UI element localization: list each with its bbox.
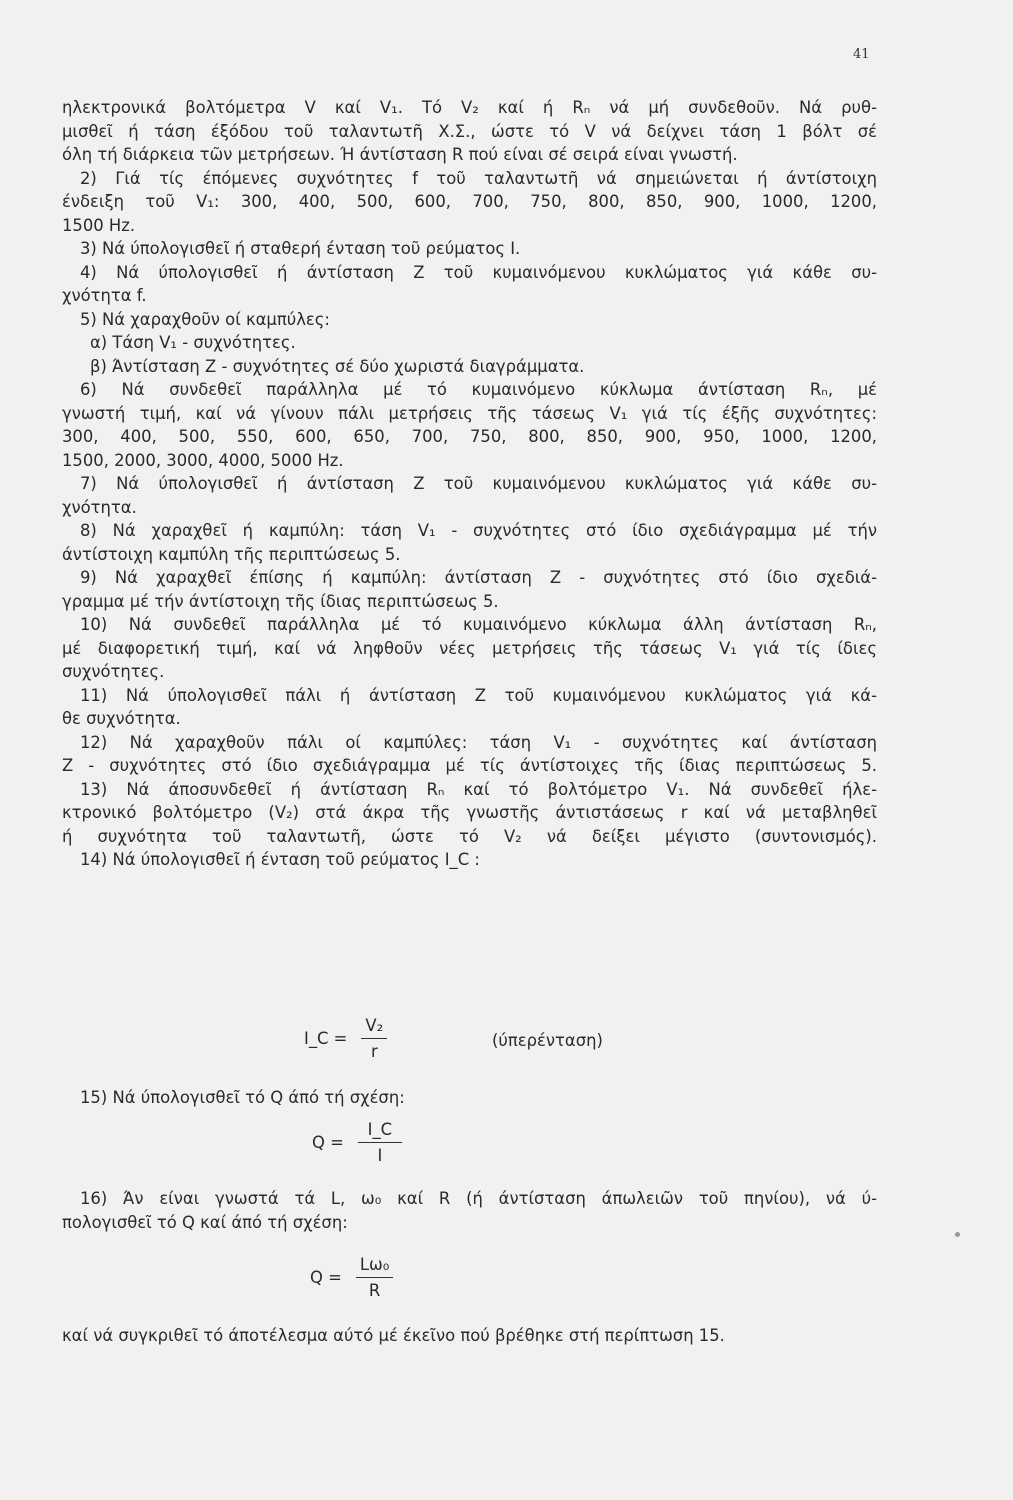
fraction-denominator: r xyxy=(370,1042,378,1061)
text-line: πολογισθεῖ τό Q καί άπό τή σχέση: xyxy=(62,1212,348,1232)
text-line: χνότητα. xyxy=(62,497,137,517)
text-line: άντίστοιχη καμπύλη τῆς περιπτώσεως 5. xyxy=(62,544,401,564)
text-line: γραμμα μέ τήν άντίστοιχη τῆς ίδιας περιπτώσεως 5. xyxy=(62,591,499,611)
scan-speck xyxy=(955,1232,960,1237)
text-line: ή συχνότητα τοῦ ταλαντωτῆ, ώστε τό V₂ νά δείξει μέγιστο (συντονισμός). xyxy=(62,826,877,846)
equation-ic xyxy=(304,1016,387,1061)
text-line: ένδειξη τοῦ V₁: 300, 400, 500, 600, 700, 750, 800, 850, 900, 1000, 1200, xyxy=(62,192,877,211)
text-line: 10) Νά συνδεθεῖ παράλληλα μέ τό κυμαινόμενο κύκλωμα άλλη άντίσταση Rₙ, xyxy=(80,615,877,634)
text-line: 3) Νά ύπολογισθεῖ ή σταθερή ένταση τοῦ ρεύματος I. xyxy=(80,239,521,258)
text-line: 6) Νά συνδεθεῖ παράλληλα μέ τό κυμαινόμενο κύκλωμα άντίσταση Rₙ, μέ xyxy=(80,380,877,399)
text-line: 16) Άν είναι γνωστά τά L, ω₀ καί R (ή άντίσταση άπωλειῶν τοῦ πηνίου), νά ύ- xyxy=(80,1189,877,1208)
text-line: 300, 400, 500, 550, 600, 650, 700, 750, 800, 850, 900, 950, 1000, 1200, xyxy=(62,427,877,446)
text-line: κτρονικό βολτόμετρο (V₂) στά άκρα τῆς γνωστῆς άντιστάσεως r καί νά μεταβληθεῖ xyxy=(62,803,877,822)
equation-lhs: Q = xyxy=(310,1268,342,1287)
text-line: 13) Νά άποσυνδεθεῖ ή άντίσταση Rₙ καί τό βολτόμετρο V₁. Νά συνδεθεῖ ήλε- xyxy=(80,779,877,799)
text-line: 5) Νά χαραχθοῦν οί καμπύλες: xyxy=(80,309,330,329)
text-block-main xyxy=(62,96,877,872)
text-line: μισθεῖ ή τάση έξόδου τοῦ ταλαντωτῆ Χ.Σ., ώστε τό V νά δείχνει τάση 1 βόλτ σέ xyxy=(62,121,877,141)
text-line: μέ διαφορετική τιμή, καί νά ληφθοῦν νέες μετρήσεις τῆς τάσεως V₁ γιά τίς ίδιες xyxy=(62,638,877,658)
equation-q2 xyxy=(310,1255,393,1300)
text-line: 8) Νά χαραχθεῖ ή καμπύλη: τάση V₁ - συχνότητες στό ίδιο σχεδιάγραμμα μέ τήν xyxy=(80,521,877,540)
text-line: 2) Γιά τίς έπόμενες συχνότητες f τοῦ ταλαντωτῆ νά σημειώνεται ή άντίστοιχη xyxy=(80,168,877,188)
text-line: 9) Νά χαραχθεῖ έπίσης ή καμπύλη: άντίσταση Z - συχνότητες στό ίδιο σχεδιά- xyxy=(80,568,877,587)
text-line: καί νά συγκριθεῖ τό άποτέλεσμα αύτό μέ έκεῖνο πού βρέθηκε στή περίπτωση 15. xyxy=(62,1326,725,1345)
text-block-15 xyxy=(80,1086,405,1110)
text-line: 4) Νά ύπολογισθεῖ ή άντίσταση Z τοῦ κυμαινόμενου κυκλώματος γιά κάθε συ- xyxy=(80,262,877,282)
equation-q1 xyxy=(312,1120,402,1165)
page-number: 41 xyxy=(853,47,870,62)
fraction xyxy=(356,1255,393,1300)
text-line: χνότητα f. xyxy=(62,286,147,305)
text-line: 11) Νά ύπολογισθεῖ πάλι ή άντίσταση Z τοῦ κυμαινόμενου κυκλώματος γιά κά- xyxy=(80,685,877,705)
text-line: 1500 Hz. xyxy=(62,215,136,235)
text-line: συχνότητες. xyxy=(62,662,165,681)
equation-lhs: I_C = xyxy=(304,1029,348,1048)
fraction-denominator: R xyxy=(368,1281,381,1300)
text-line: α) Τάση V₁ - συχνότητες. xyxy=(90,333,296,352)
text-line: Z - συχνότητες στό ίδιο σχεδιάγραμμα μέ τίς άντίστοιχες τῆς ίδιας περιπτώσεως 5. xyxy=(62,756,877,775)
text-line: 15) Νά ύπολογισθεῖ τό Q άπό τή σχέση: xyxy=(80,1088,405,1107)
text-block-16 xyxy=(62,1187,877,1234)
fraction xyxy=(358,1120,402,1165)
fraction-numerator: I_C xyxy=(367,1120,393,1139)
text-line: ηλεκτρονικά βολτόμετρα V καί V₁. Τό V₂ καί ή Rₙ νά μή συνδεθοῦν. Νά ρυθ- xyxy=(62,98,877,117)
fraction-numerator: Lω₀ xyxy=(359,1255,390,1274)
text-line: β) Άντίσταση Z - συχνότητες σέ δύο χωριστά διαγράμματα. xyxy=(90,356,585,376)
fraction-denominator: I xyxy=(377,1146,383,1165)
text-line: θε συχνότητα. xyxy=(62,709,181,728)
equation-note: (ύπερένταση) xyxy=(492,1031,603,1050)
fraction xyxy=(361,1016,387,1061)
text-line: 1500, 2000, 3000, 4000, 5000 Hz. xyxy=(62,450,344,470)
text-line: 12) Νά χαραχθοῦν πάλι οί καμπύλες: τάση V₁ - συχνότητες καί άντίσταση xyxy=(80,732,877,752)
text-line: 14) Νά ύπολογισθεῖ ή ένταση τοῦ ρεύματος I_C : xyxy=(80,850,480,869)
equation-lhs: Q = xyxy=(312,1133,344,1152)
text-line: 7) Νά ύπολογισθεῖ ή άντίσταση Z τοῦ κυμαινόμενου κυκλώματος γιά κάθε συ- xyxy=(80,474,877,493)
text-block-final xyxy=(62,1324,725,1348)
text-line: όλη τή διάρκεια τῶν μετρήσεων. Ή άντίσταση R πού είναι σέ σειρά είναι γνωστή. xyxy=(62,145,738,164)
text-line: γνωστή τιμή, καί νά γίνουν πάλι μετρήσεις τῆς τάσεως V₁ γιά τίς έξῆς συχνότητες: xyxy=(62,403,877,423)
fraction-numerator: V₂ xyxy=(365,1016,384,1035)
